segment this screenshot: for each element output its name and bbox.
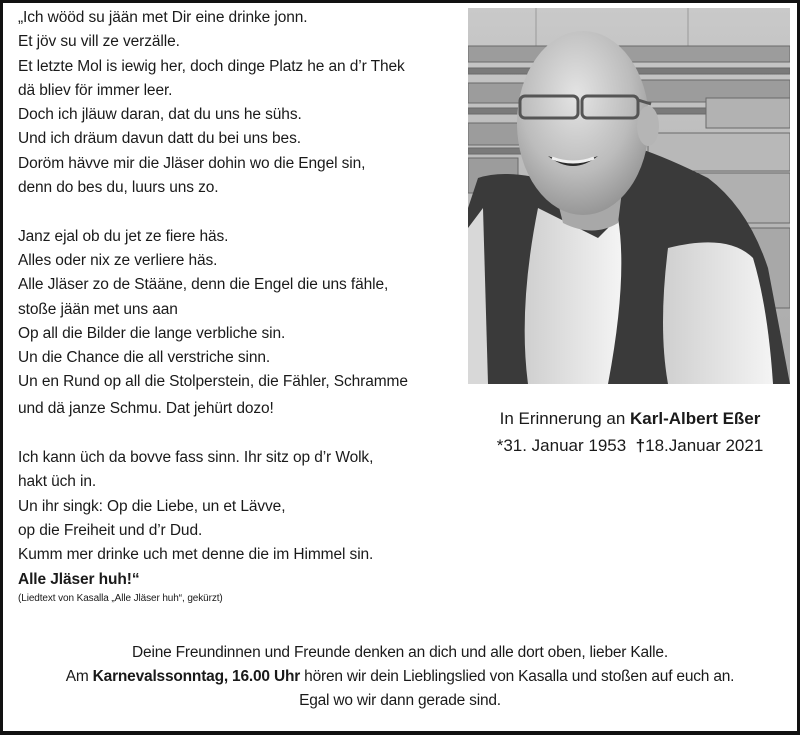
lyric-closing-line: Alle Jläser huh!“ bbox=[18, 570, 140, 588]
closing-message bbox=[3, 641, 797, 713]
lyric-line: Doch ich jläuw daran, dat du uns he sühs. bbox=[18, 106, 302, 124]
lyric-line: Un ihr singk: Op die Liebe, un et Lävve, bbox=[18, 497, 286, 515]
lyric-line: Kumm mer drinke uch met denne die im Himmel sin. bbox=[18, 546, 374, 564]
lyric-line: Op all die Bilder die lange verbliche sin. bbox=[18, 324, 286, 342]
lyric-line: Un en Rund op all die Stolperstein, die Fähler, Schramme bbox=[18, 373, 408, 391]
lyric-line: und dä janze Schmu. Dat jehürt dozo! bbox=[18, 399, 274, 417]
lyric-line: Alle Jläser zo de Stääne, denn die Engel die uns fähle, bbox=[18, 276, 389, 294]
song-lyrics bbox=[18, 6, 468, 606]
birth-date: 31. Januar 1953 bbox=[503, 436, 627, 455]
lyric-line: Janz ejal ob du jet ze fiere häs. bbox=[18, 227, 229, 245]
deceased-name: Karl-Albert Eßer bbox=[630, 409, 761, 428]
event-time: Karnevalssonntag, 16.00 Uhr bbox=[92, 668, 301, 685]
lyrics-source-note: (Liedtext von Kasalla „Alle Jläser huh“, gekürzt) bbox=[18, 592, 223, 604]
lyric-line: Un die Chance die all verstriche sinn. bbox=[18, 349, 271, 367]
closing-line-2 bbox=[3, 665, 797, 689]
stanza-gap bbox=[18, 200, 468, 224]
cross-icon: † bbox=[635, 436, 646, 455]
closing-line-2-prefix: Am bbox=[65, 668, 93, 685]
memorial-caption bbox=[465, 405, 795, 459]
lyric-line: Et letzte Mol is iewig her, doch dinge Platz he an d’r Thek bbox=[18, 57, 405, 75]
lyric-line: denn do bes du, luurs uns zo. bbox=[18, 179, 219, 197]
death-date: 18.Januar 2021 bbox=[645, 436, 764, 455]
lyric-line: Ich kann üch da bovve fass sinn. Ihr sitz op d’r Wolk, bbox=[18, 449, 374, 467]
lyric-line: Alles oder nix ze verliere häs. bbox=[18, 251, 218, 269]
stanza-gap bbox=[18, 422, 468, 446]
lyric-line: „Ich wööd su jään met Dir eine drinke jonn. bbox=[18, 9, 308, 26]
memorial-intro: In Erinnerung an bbox=[499, 409, 631, 428]
lyric-line: Und ich dräum davun datt du bei uns bes. bbox=[18, 130, 301, 148]
portrait-image bbox=[468, 8, 790, 384]
lyric-line: Doröm hävve mir die Jläser dohin wo die Engel sin, bbox=[18, 154, 366, 172]
memorial-dates-line bbox=[465, 432, 795, 459]
closing-line-3: Egal wo wir dann gerade sind. bbox=[299, 692, 501, 709]
lyric-line: stoße jään met uns aan bbox=[18, 300, 178, 318]
lyric-line: Et jöv su vill ze verzälle. bbox=[18, 33, 180, 51]
portrait-photo bbox=[468, 8, 790, 384]
memorial-name-line bbox=[465, 405, 795, 432]
closing-line-1: Deine Freundinnen und Freunde denken an dich und alle dort oben, lieber Kalle. bbox=[132, 644, 668, 661]
birth-star-icon: * bbox=[496, 436, 504, 455]
lyric-line: dä bliev för immer leer. bbox=[18, 81, 173, 99]
lyric-line: hakt üch in. bbox=[18, 473, 97, 491]
lyric-line: op die Freiheit und d’r Dud. bbox=[18, 521, 203, 539]
closing-line-2-suffix: hören wir dein Lieblingslied von Kasalla und stoßen auf euch an. bbox=[300, 668, 735, 685]
